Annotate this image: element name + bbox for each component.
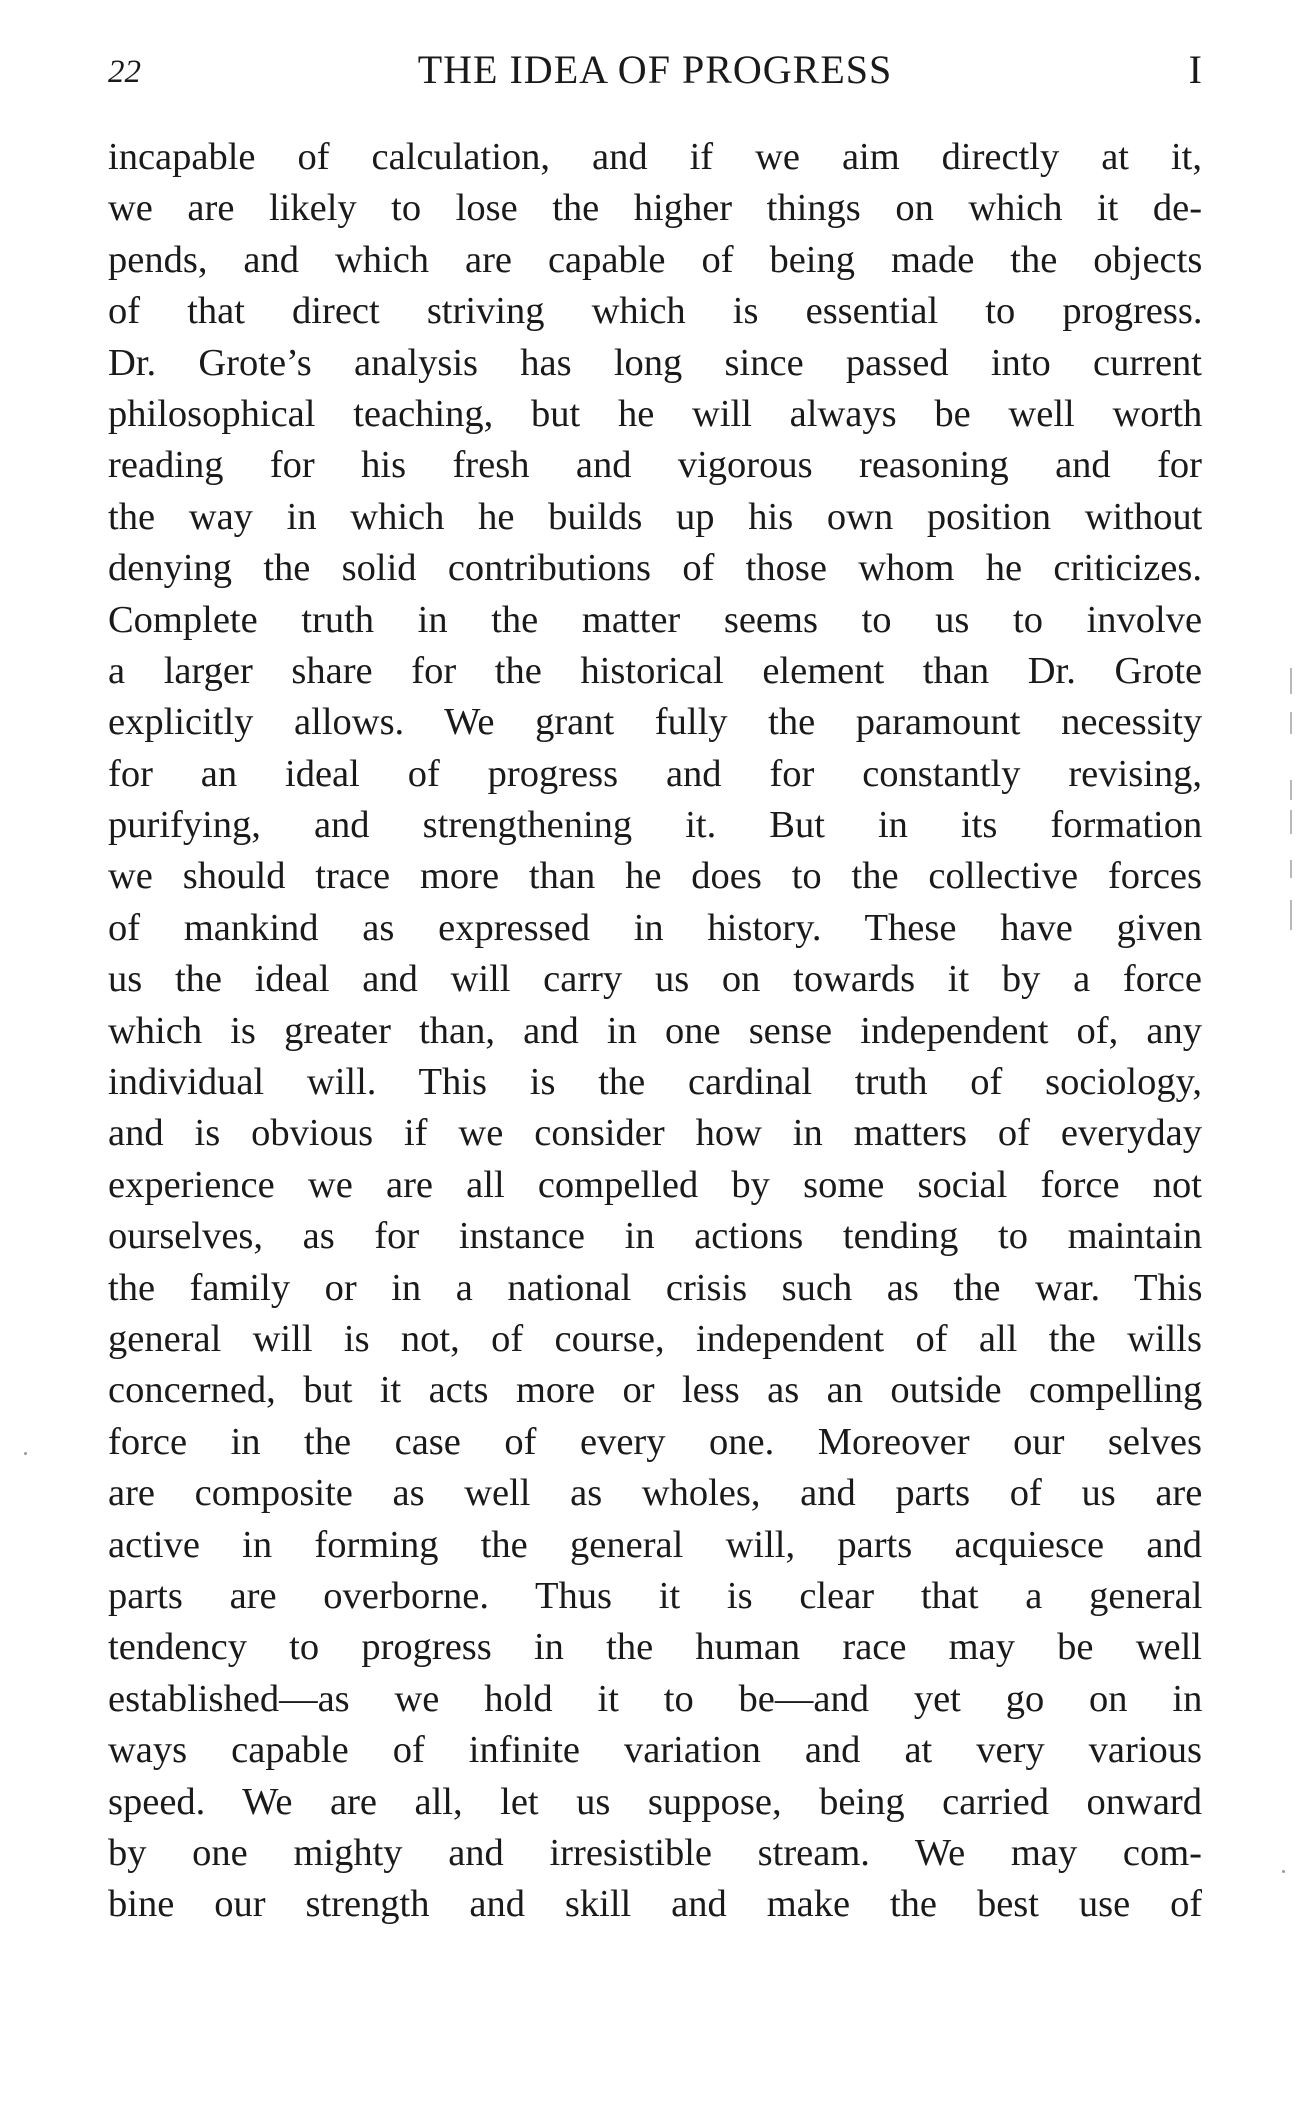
running-title: THE IDEA OF PROGRESS <box>417 47 893 92</box>
scan-margin-mark <box>1290 900 1292 930</box>
text-line: ourselves, as for instance in actions tending to maintain <box>108 1215 1202 1258</box>
chapter-numeral: I <box>1188 47 1202 92</box>
text-line: force in the case of every one. Moreover our selves <box>108 1420 1202 1463</box>
text-line: speed. We are all, let us suppose, being carried onward <box>108 1780 1202 1823</box>
text-line: explicitly allows. We grant fully the paramount necessity <box>108 701 1202 744</box>
text-line: active in forming the general will, parts acquiesce and <box>108 1523 1202 1566</box>
text-line: Dr. Grote’s analysis has long since passed into current <box>108 341 1202 384</box>
scan-margin-mark <box>1290 810 1292 834</box>
page-number: 22 <box>108 54 141 90</box>
text-line: general will is not, of course, independent of all the wills <box>108 1317 1202 1360</box>
text-line: established—as we hold it to be—and yet go on in <box>108 1677 1202 1720</box>
text-line: the family or in a national crisis such as the war. This <box>108 1266 1202 1309</box>
text-line: we are likely to lose the higher things on which it de- <box>108 187 1202 230</box>
text-line: tendency to progress in the human race may be well <box>108 1626 1202 1669</box>
scan-margin-mark <box>1290 780 1292 800</box>
text-line: Complete truth in the matter seems to us to involve <box>108 598 1202 641</box>
text-line: individual will. This is the cardinal truth of sociology, <box>108 1061 1202 1104</box>
text-line: of that direct striving which is essential to progress. <box>108 290 1202 333</box>
text-line: reading for his fresh and vigorous reasoning and for <box>108 444 1202 487</box>
text-line: a larger share for the historical element than Dr. Grote <box>108 649 1202 692</box>
text-line: we should trace more than he does to the collective forces <box>108 855 1202 898</box>
text-line: incapable of calculation, and if we aim directly at it, <box>108 136 1202 178</box>
scan-margin-mark <box>1290 668 1292 694</box>
text-line: bine our strength and skill and make the best use of <box>108 1883 1202 1926</box>
text-line: experience we are all compelled by some social force not <box>108 1163 1202 1206</box>
scan-speck <box>1282 1870 1285 1873</box>
text-line: concerned, but it acts more or less as an outside compelling <box>108 1369 1202 1412</box>
text-line: and is obvious if we consider how in matters of everyday <box>108 1112 1202 1155</box>
scan-margin-mark <box>1290 860 1292 878</box>
text-line: us the ideal and will carry us on towards it by a force <box>108 958 1202 1001</box>
text-line: for an ideal of progress and for constantly revising, <box>108 752 1202 795</box>
text-line: parts are overborne. Thus it is clear that a general <box>108 1574 1202 1617</box>
running-head <box>108 44 1202 96</box>
text-line: by one mighty and irresistible stream. We may com- <box>108 1831 1202 1874</box>
text-line: of mankind as expressed in history. These have given <box>108 906 1202 949</box>
scan-speck <box>24 1452 27 1455</box>
text-line: are composite as well as wholes, and parts of us are <box>108 1472 1202 1515</box>
text-line: purifying, and strengthening it. But in its formation <box>108 804 1202 847</box>
text-line: which is greater than, and in one sense independent of, any <box>108 1009 1202 1052</box>
body-text <box>108 132 1202 1931</box>
text-line: pends, and which are capable of being made the objects <box>108 238 1202 281</box>
text-line: the way in which he builds up his own position without <box>108 495 1202 538</box>
text-line: denying the solid contributions of those whom he criticizes. <box>108 547 1202 590</box>
scan-margin-mark <box>1290 712 1292 734</box>
text-line: philosophical teaching, but he will always be well worth <box>108 392 1202 435</box>
text-line: ways capable of infinite variation and at very various <box>108 1729 1202 1772</box>
